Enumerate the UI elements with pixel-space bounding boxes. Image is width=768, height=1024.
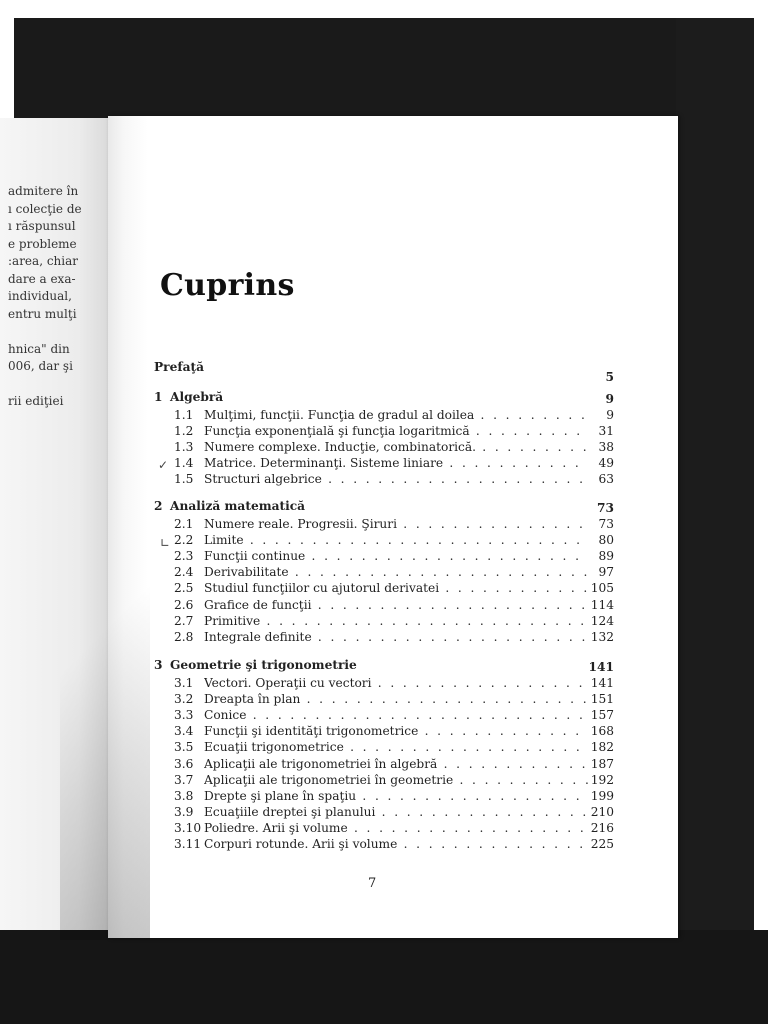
section-page: 114	[590, 597, 614, 612]
chapter-number: 1	[154, 390, 163, 404]
section-title: Integrale definite . . .	[204, 630, 588, 644]
section-page: 141	[590, 676, 614, 690]
toc-section	[150, 533, 620, 549]
chapter-title: Algebră	[170, 390, 224, 404]
toc-section	[150, 598, 620, 614]
toc-section	[150, 472, 620, 488]
section-title: Grafice de funcţii . . .	[204, 598, 588, 612]
toc-section	[150, 440, 620, 456]
section-number: 3.10	[174, 820, 202, 835]
chapter-title: Analiză matematică	[170, 499, 306, 513]
section-title: Funcţii şi identităţi trigonometrice . . .	[204, 724, 588, 738]
section-number: 2.6	[174, 597, 194, 612]
section-number: 2.1	[174, 517, 194, 531]
left-page-line: hnica" din	[8, 341, 70, 356]
toc-section	[150, 805, 620, 821]
page-number: 7	[368, 876, 377, 891]
section-page: 192	[590, 772, 614, 787]
section-title: Funcţia exponenţială şi funcţia logaritmică . . .	[204, 424, 588, 438]
section-number: 3.1	[174, 676, 194, 690]
section-page: 132	[590, 629, 614, 644]
section-title: Mulţimi, funcţii. Funcţia de gradul al doilea . . .	[204, 408, 588, 422]
section-title: Matrice. Determinanţi. Sisteme liniare . . .	[204, 456, 588, 470]
toc-section	[150, 424, 620, 440]
section-title: Primitive . . .	[204, 614, 588, 628]
section-title: Ecuaţiile dreptei şi planului . . .	[204, 805, 588, 819]
toc-section	[150, 692, 620, 708]
section-number: 3.3	[174, 708, 194, 723]
section-number: 1.5	[174, 472, 194, 487]
preface-page: 5	[605, 370, 614, 384]
toc-section	[150, 581, 620, 597]
section-number: 3.11	[174, 837, 202, 851]
left-page-text	[8, 183, 108, 411]
section-number: 2.8	[174, 629, 194, 644]
section-page: 225	[590, 837, 614, 851]
section-number: 1.3	[174, 440, 194, 455]
section-title: Aplicaţii ale trigonometriei în geometrie . . .	[204, 773, 588, 787]
left-page-line: 006, dar şi	[8, 359, 73, 373]
section-number: 2.4	[174, 565, 194, 580]
section-number: 3.7	[174, 772, 194, 787]
section-title: Numere complexe. Inducţie, combinatorică. . . .	[204, 440, 588, 454]
section-title: Limite . . .	[204, 533, 588, 547]
page-title: Cuprins	[160, 268, 295, 303]
section-page: 199	[590, 788, 614, 803]
toc-section	[150, 821, 620, 837]
scanner-shadow-right	[676, 18, 754, 938]
toc-section	[150, 773, 620, 789]
section-page: 80	[598, 533, 614, 548]
section-page: 105	[590, 581, 614, 596]
left-page-line: :area, chiar	[8, 254, 78, 268]
section-page: 63	[598, 472, 614, 487]
left-page-line: ı colecţie de	[8, 201, 82, 216]
section-page: 157	[590, 708, 614, 723]
section-title: Aplicaţii ale trigonometriei în algebră . . .	[204, 757, 588, 771]
section-page: 9	[606, 408, 614, 422]
section-title: Derivabilitate . . .	[204, 565, 588, 579]
section-title: Corpuri rotunde. Arii şi volume . . .	[204, 837, 588, 851]
scanner-shadow-bottom	[0, 930, 768, 1024]
section-number: 3.4	[174, 724, 194, 739]
section-title: Structuri algebrice . . .	[204, 472, 588, 486]
spine-shadow	[60, 520, 150, 940]
section-title: Studiul funcţiilor cu ajutorul derivatei . . .	[204, 581, 588, 595]
toc-chapter	[150, 658, 620, 674]
toc-chapter	[150, 390, 620, 406]
toc-chapter	[150, 499, 620, 515]
section-page: 168	[590, 724, 614, 739]
preface-label: Prefaţă	[154, 360, 205, 374]
section-page: 89	[598, 549, 614, 564]
left-page-line: dare a exa-	[8, 271, 76, 286]
toc-section	[150, 837, 620, 853]
toc-section	[150, 517, 620, 533]
section-title: Conice . . .	[204, 708, 588, 722]
toc-section	[150, 408, 620, 424]
section-number: 3.8	[174, 788, 194, 803]
toc-preface	[150, 360, 620, 384]
pen-checkmark: ∟	[160, 536, 171, 550]
section-number: 2.5	[174, 581, 194, 596]
left-page-line: entru mulţi	[8, 306, 77, 321]
left-page-line: ı răspunsul	[8, 219, 76, 233]
section-title: Poliedre. Arii şi volume . . .	[204, 821, 588, 835]
section-page: 182	[590, 740, 614, 755]
left-page-line: admitere în	[8, 184, 79, 198]
section-number: 3.9	[174, 804, 194, 819]
section-title: Drepte şi plane în spaţiu . . .	[204, 789, 588, 803]
toc-section	[150, 456, 620, 472]
toc-section	[150, 757, 620, 773]
section-page: 97	[598, 565, 614, 580]
section-number: 1.4	[174, 456, 194, 471]
section-title: Ecuaţii trigonometrice . . .	[204, 740, 588, 754]
section-page: 187	[590, 756, 614, 771]
section-title: Vectori. Operaţii cu vectori . . .	[204, 676, 588, 690]
section-number: 2.2	[174, 533, 194, 548]
section-number: 1.1	[174, 408, 194, 422]
section-number: 3.2	[174, 692, 194, 707]
section-page: 124	[590, 613, 614, 628]
section-page: 38	[598, 440, 614, 455]
chapter-page: 9	[605, 392, 614, 406]
section-title: Funcţii continue . . .	[204, 549, 588, 563]
chapter-page: 73	[597, 501, 614, 515]
chapter-page: 141	[588, 660, 614, 674]
section-title: Numere reale. Progresii. Şiruri . . .	[204, 517, 588, 531]
toc-section	[150, 724, 620, 740]
toc-section	[150, 708, 620, 724]
section-page: 73	[598, 517, 614, 531]
section-number: 1.2	[174, 424, 194, 439]
section-title: Dreapta în plan . . .	[204, 692, 588, 706]
left-page-line: e probleme	[8, 236, 77, 251]
chapter-number: 2	[154, 499, 163, 513]
section-page: 216	[590, 820, 614, 835]
left-page-line: rii ediţiei	[8, 394, 64, 408]
section-number: 2.3	[174, 549, 194, 564]
section-page: 210	[590, 804, 614, 819]
toc-section	[150, 549, 620, 565]
toc-section	[150, 740, 620, 756]
pen-checkmark: ✓	[158, 458, 169, 472]
chapter-title: Geometrie şi trigonometrie	[170, 658, 357, 672]
chapter-number: 3	[154, 658, 163, 672]
scanner-shadow-top	[14, 18, 754, 118]
left-page-line	[8, 376, 108, 394]
section-page: 49	[598, 456, 614, 471]
left-page-line: individual,	[8, 289, 72, 303]
toc-section	[150, 630, 620, 646]
toc-section	[150, 614, 620, 630]
toc-section	[150, 789, 620, 805]
section-number: 3.6	[174, 756, 194, 771]
left-page-line	[8, 323, 108, 341]
section-number: 2.7	[174, 613, 194, 628]
section-number: 3.5	[174, 740, 194, 755]
section-page: 31	[598, 424, 614, 439]
section-page: 151	[590, 692, 614, 707]
toc-section	[150, 676, 620, 692]
toc-section	[150, 565, 620, 581]
